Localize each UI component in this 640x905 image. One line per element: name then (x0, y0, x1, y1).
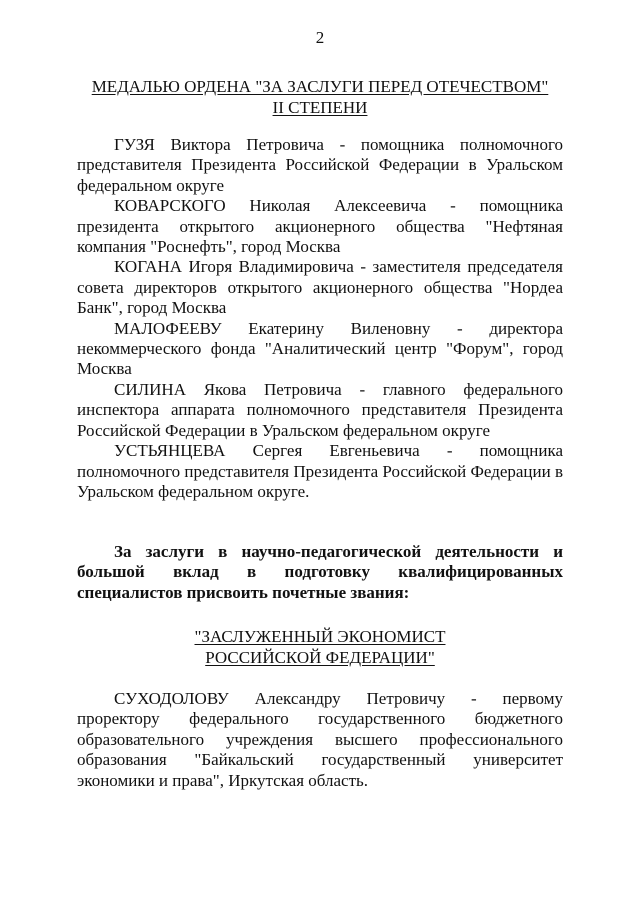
recipient-entry: МАЛОФЕЕВУ Екатерину Виленовну - директора некоммерческого фонда "Аналитический центр "Форум", город Москва (77, 318, 563, 379)
recipient-entry: УСТЬЯНЦЕВА Сергея Евгеньевича - помощника полномочного представителя Президента Российской Федерации в Уральском федеральном округе. (77, 441, 564, 501)
medal-recipients-list (77, 135, 563, 502)
recipient-entry: КОВАРСКОГО Николая Алексеевича - помощника президента открытого акционерного общества "Нефтяная компания "Роснефть", город Москва (77, 196, 563, 257)
recipient-entry: СИЛИНА Якова Петровича - главного федерального инспектора аппарата полномочного представителя Президента Российской Федерации в Уральском федеральном округе (77, 379, 563, 440)
honorary-title-line2: РОССИЙСКОЙ ФЕДЕРАЦИИ" (205, 648, 435, 667)
decree-paragraph: За заслуги в научно-педагогической деятельности и большой вклад в подготовку квалифицированных специалистов присвоить почетные звания: (77, 542, 563, 602)
honorary-title-heading (0, 626, 640, 668)
page-number: 2 (315, 28, 325, 47)
honorary-title-recipient: СУХОДОЛОВУ Александру Петровичу - первому проректору федерального государственного бюджетного образовательного учреждения высшего профессионального образования "Байкальский государственный университет экономики и права", Иркутская область. (77, 689, 563, 790)
recipient-entry: КОГАНА Игоря Владимировича - заместителя председателя совета директоров открытого акционерного общества "Нордеа Банк", город Москва (77, 257, 563, 318)
medal-heading-line2: II СТЕПЕНИ (272, 98, 368, 117)
medal-heading-line1: МЕДАЛЬЮ ОРДЕНА "ЗА ЗАСЛУГИ ПЕРЕД ОТЕЧЕСТВОМ" (91, 77, 549, 96)
medal-heading (0, 76, 640, 118)
recipient-entry: ГУЗЯ Виктора Петровича - помощника полномочного представителя Президента Российской Федерации в Уральском федеральном округе (77, 135, 563, 195)
honorary-title-line1: "ЗАСЛУЖЕННЫЙ ЭКОНОМИСТ (194, 627, 446, 646)
